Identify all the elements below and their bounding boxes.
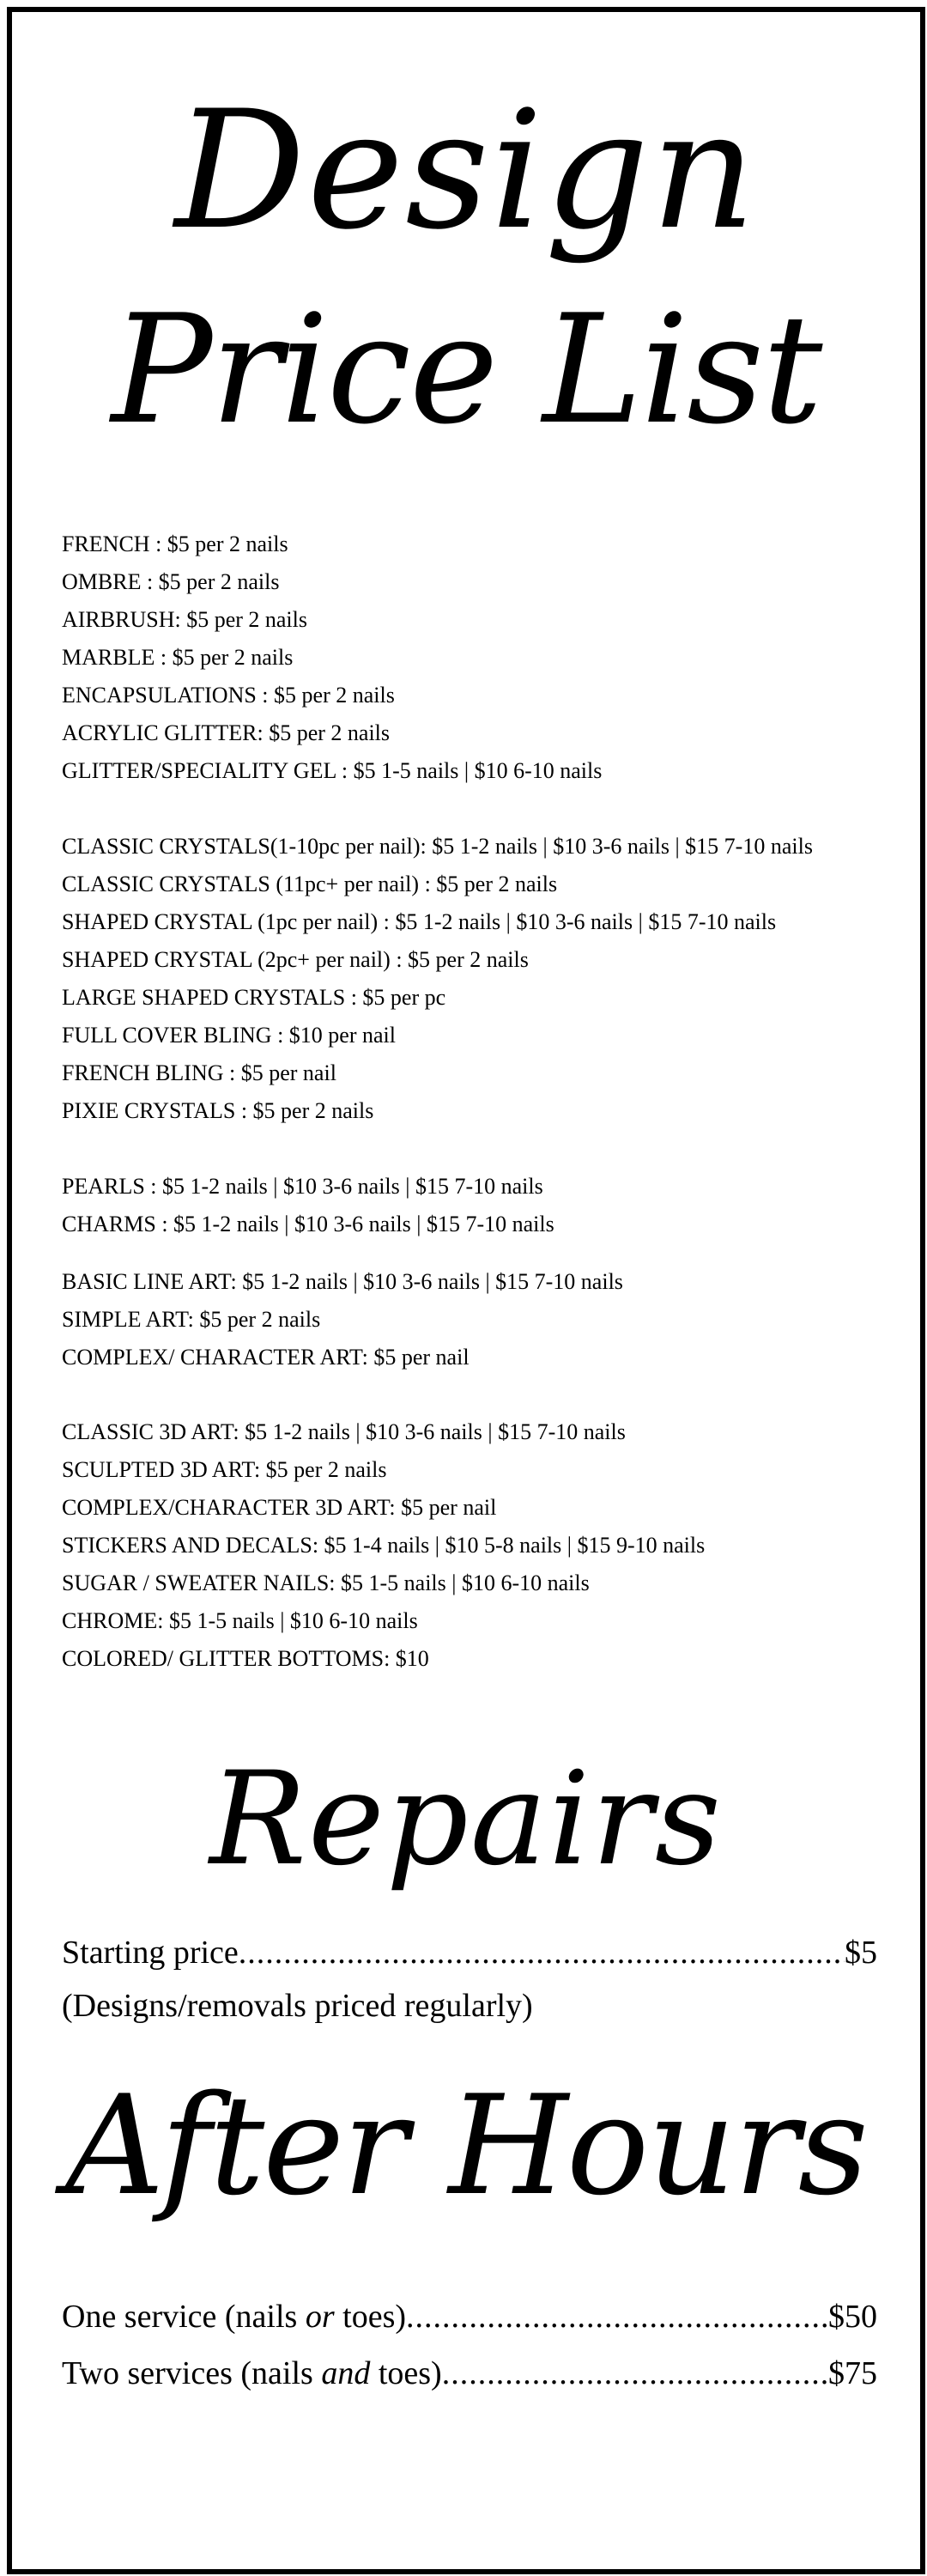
label-part: toes) — [334, 2299, 407, 2335]
price-item: COMPLEX/CHARACTER 3D ART: $5 per nail — [62, 1495, 497, 1520]
price-item: STICKERS AND DECALS: $5 1-4 nails | $10 5-8 nails | $15 9-10 nails — [62, 1533, 706, 1558]
price-item: CLASSIC CRYSTALS(1-10pc per nail): $5 1-2 nails | $10 3-6 nails | $15 7-10 nails — [62, 834, 813, 859]
label-part: toes) — [370, 2355, 442, 2391]
price-group-art — [62, 1263, 886, 1376]
price-item: CLASSIC 3D ART: $5 1-2 nails | $10 3-6 nails | $15 7-10 nails — [62, 1419, 626, 1444]
title-repairs: Repairs — [209, 1745, 723, 1894]
title-after-hours: After Hours — [65, 2065, 867, 2226]
price-item: MARBLE : $5 per 2 nails — [62, 645, 294, 670]
one-service-label — [62, 2298, 406, 2336]
leader-dots — [239, 1934, 845, 1971]
repairs-label: Starting price — [62, 1935, 239, 1971]
label-emphasis: and — [321, 2355, 371, 2391]
price-item: CHROME: $5 1-5 nails | $10 6-10 nails — [62, 1608, 418, 1633]
price-item: COMPLEX/ CHARACTER ART: $5 per nail — [62, 1345, 470, 1370]
price-item: GLITTER/SPECIALITY GEL : $5 1-5 nails | $10 6-10 nails — [62, 758, 603, 783]
repairs-starting-price — [62, 1934, 877, 1971]
price-item: SCULPTED 3D ART: $5 per 2 nails — [62, 1457, 387, 1482]
price-item: SHAPED CRYSTAL (1pc per nail) : $5 1-2 nails | $10 3-6 nails | $15 7-10 nails — [62, 909, 777, 934]
price-item: PIXIE CRYSTALS : $5 per 2 nails — [62, 1098, 374, 1123]
price-item: FULL COVER BLING : $10 per nail — [62, 1023, 396, 1048]
after-hours-two-services — [62, 2354, 877, 2392]
price-item: COLORED/ GLITTER BOTTOMS: $10 — [62, 1646, 429, 1671]
price-item: LARGE SHAPED CRYSTALS : $5 per pc — [62, 985, 446, 1010]
price-group-pearls-charms — [62, 1168, 886, 1243]
label-part: One service (nails — [62, 2299, 306, 2335]
price-item: FRENCH BLING : $5 per nail — [62, 1060, 336, 1085]
price-group-basic — [62, 526, 886, 790]
price-item: SUGAR / SWEATER NAILS: $5 1-5 nails | $10 6-10 nails — [62, 1571, 590, 1595]
two-services-price: $75 — [828, 2355, 877, 2391]
after-hours-one-service — [62, 2298, 877, 2336]
repairs-price: $5 — [845, 1935, 877, 1971]
price-group-3d-extras — [62, 1413, 886, 1678]
one-service-price: $50 — [828, 2299, 877, 2335]
price-item: SIMPLE ART: $5 per 2 nails — [62, 1307, 321, 1332]
price-item: ACRYLIC GLITTER: $5 per 2 nails — [62, 720, 391, 745]
price-item: OMBRE : $5 per 2 nails — [62, 569, 280, 594]
title-design: Design — [174, 76, 758, 265]
leader-dots — [442, 2354, 828, 2392]
price-item: AIRBRUSH: $5 per 2 nails — [62, 607, 307, 632]
price-item: ENCAPSULATIONS : $5 per 2 nails — [62, 683, 395, 708]
price-item: SHAPED CRYSTAL (2pc+ per nail) : $5 per 2 nails — [62, 947, 529, 972]
label-emphasis: or — [305, 2299, 335, 2335]
repairs-note: (Designs/removals priced regularly) — [62, 1988, 533, 2024]
price-item: CLASSIC CRYSTALS (11pc+ per nail) : $5 per 2 nails — [62, 872, 558, 896]
two-services-label — [62, 2354, 442, 2392]
page-frame — [7, 7, 925, 2574]
price-item: FRENCH : $5 per 2 nails — [62, 532, 288, 556]
label-part: Two services (nails — [62, 2355, 322, 2391]
price-item: PEARLS : $5 1-2 nails | $10 3-6 nails | $15 7-10 nails — [62, 1174, 543, 1199]
price-item: BASIC LINE ART: $5 1-2 nails | $10 3-6 nails | $15 7-10 nails — [62, 1269, 623, 1294]
title-price-list: Price List — [111, 283, 821, 458]
price-item: CHARMS : $5 1-2 nails | $10 3-6 nails | $15 7-10 nails — [62, 1212, 554, 1236]
price-group-crystals — [62, 828, 886, 1130]
leader-dots — [406, 2298, 828, 2336]
